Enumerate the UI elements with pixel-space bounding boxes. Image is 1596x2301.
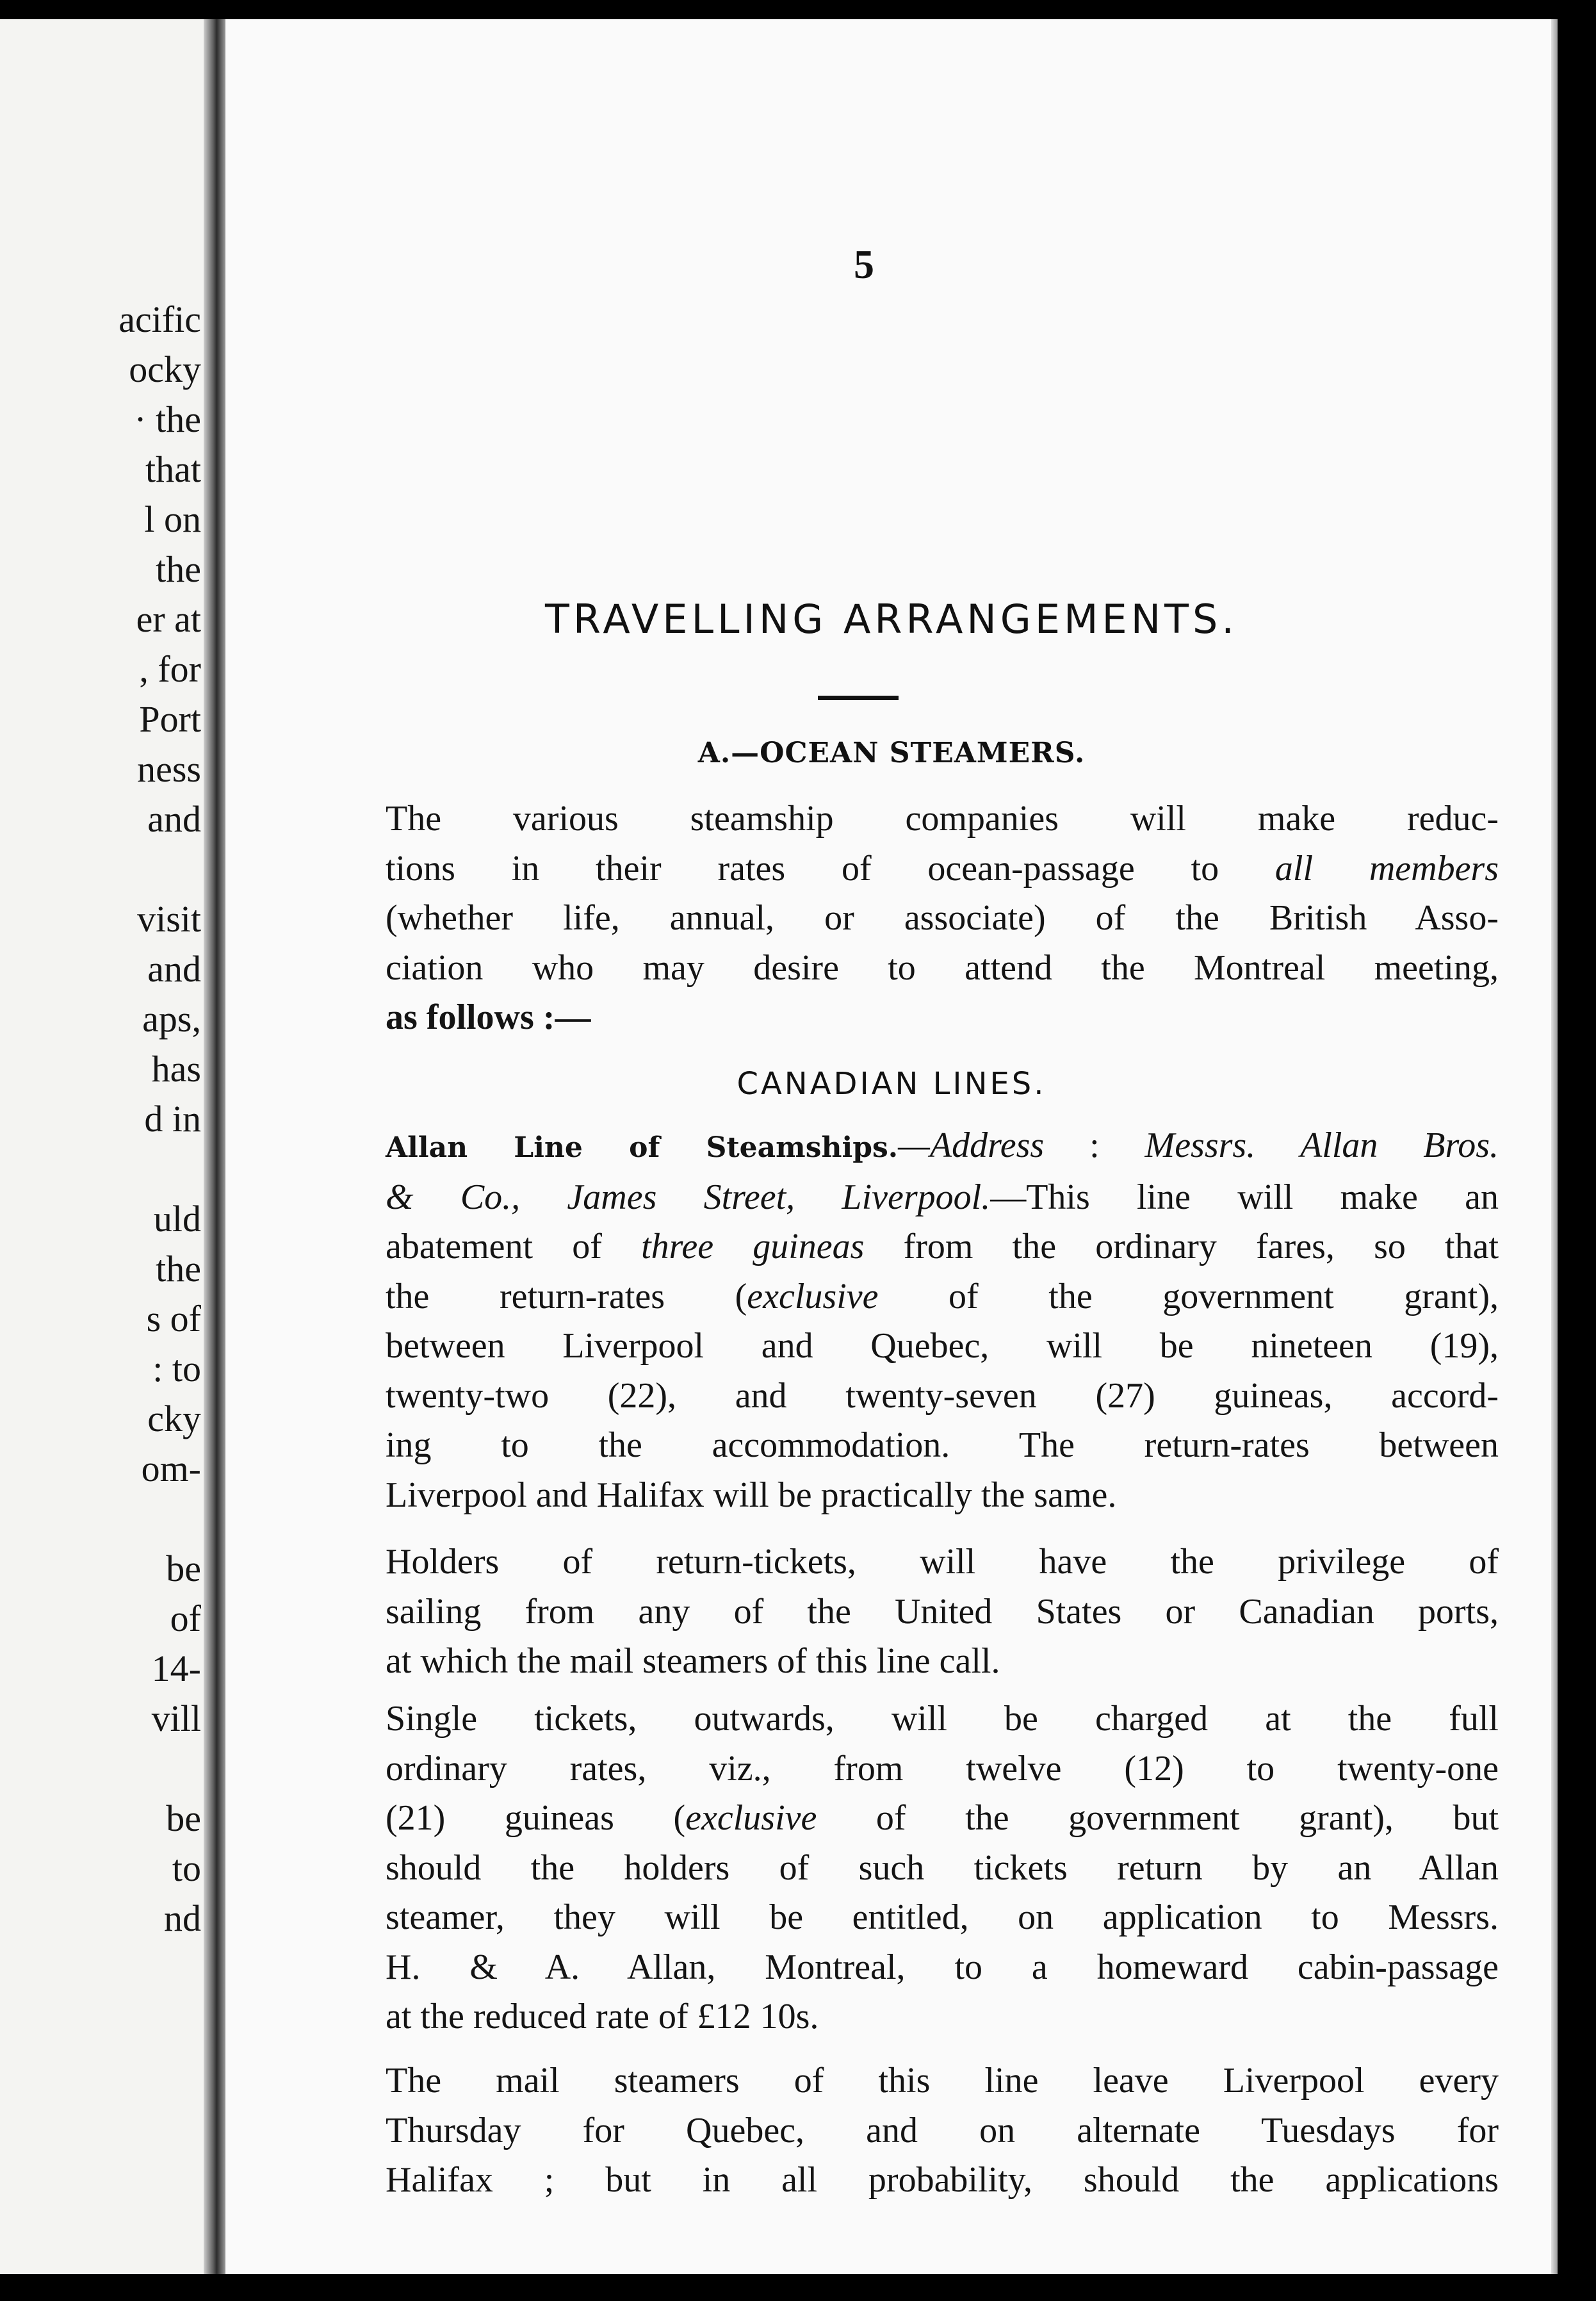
single-l3-b: of the government grant), but	[817, 1798, 1499, 1838]
left-page-line: and	[147, 948, 201, 990]
left-page-line: of	[170, 1598, 201, 1639]
single-line-2: ordinary rates, viz., from twelve (12) to twenty-one	[386, 1748, 1499, 1789]
left-page-line: be	[166, 1797, 201, 1839]
holders-paragraph	[346, 1537, 1499, 1687]
left-page-line: 14-	[151, 1648, 201, 1689]
allan-line-6: twenty-two (22), and twenty-seven (27) guineas, accord-	[386, 1375, 1499, 1416]
mail-line-1: The mail steamers of this line leave Liverpool every	[386, 2061, 1499, 2100]
intro-text-2: tions in their rates of ocean-passage to	[386, 848, 1275, 888]
left-page-line: has	[151, 1048, 201, 1090]
right-page	[225, 19, 1558, 2274]
allan-paragraph	[346, 1121, 1499, 1520]
left-page-line: acific	[118, 299, 201, 340]
intro-italic-members: all members	[1274, 848, 1499, 888]
left-page-line: · the	[134, 398, 201, 440]
allan-address-2: & Co., James Street, Liverpool.	[386, 1177, 991, 1217]
holders-line-1: Holders of return-tickets, will have the privilege of	[386, 1542, 1499, 1582]
section-heading-ocean-steamers: A.—OCEAN STEAMERS.	[697, 737, 1086, 769]
allan-s2-end: from the ordinary fares, so that	[864, 1227, 1499, 1266]
allan-line-3	[346, 1222, 1499, 1272]
allan-s3-end: of the government grant),	[878, 1276, 1499, 1316]
page-title: TRAVELLING ARRANGEMENTS.	[544, 596, 1239, 643]
single-line-4: should the holders of such tickets return by an Allan	[386, 1847, 1499, 1888]
left-page-line: aps,	[142, 998, 201, 1040]
intro-line-3: (whether life, annual, or associate) of the British Asso-	[386, 898, 1499, 938]
mail-line-3: Halifax ; but in all probability, should the applications	[386, 2160, 1499, 2200]
single-tickets-paragraph	[346, 1694, 1499, 2042]
left-page-line: ness	[137, 748, 201, 790]
left-page-line: s of	[146, 1298, 201, 1339]
left-page-line: Port	[139, 698, 201, 740]
allan-line-5: between Liverpool and Quebec, will be nineteen (19),	[386, 1326, 1499, 1366]
section-heading-canadian-lines: CANADIAN LINES.	[737, 1066, 1046, 1102]
left-page-line: uld	[153, 1198, 201, 1240]
holders-line-2: sailing from any of the United States or Canadian ports,	[386, 1591, 1499, 1632]
left-page-line: d in	[144, 1098, 201, 1140]
left-page-line: be	[166, 1548, 201, 1589]
intro-line-2	[346, 844, 1499, 894]
allan-line-2	[346, 1173, 1499, 1223]
left-page-line: the	[156, 548, 201, 590]
single-line-7: at the reduced rate of £12 10s.	[386, 1997, 819, 2036]
allan-s3-italic: exclusive	[747, 1276, 879, 1316]
mail-steamers-paragraph	[346, 2056, 1499, 2206]
single-line-6: H. & A. Allan, Montreal, to a homeward cabin-passage	[386, 1947, 1499, 1987]
single-line-1: Single tickets, outwards, will be charged at the full	[386, 1699, 1499, 1739]
allan-s2: abatement of	[386, 1227, 642, 1266]
single-line-5: steamer, they will be entitled, on application to Messrs.	[386, 1897, 1499, 1937]
left-page-line: cky	[147, 1398, 201, 1439]
allan-address-label: —Address	[898, 1126, 1045, 1165]
single-l3-a: (21) guineas (	[386, 1798, 686, 1838]
holders-line-3: at which the mail steamers of this line call.	[386, 1641, 1000, 1681]
single-line-3	[346, 1794, 1499, 1844]
left-page-line: to	[172, 1847, 201, 1889]
left-page-line: , for	[139, 648, 201, 690]
left-page-line: l on	[144, 498, 201, 540]
title-rule	[818, 696, 899, 700]
left-page-line: vill	[151, 1698, 201, 1739]
left-page-fragment	[0, 19, 204, 2274]
book-gutter	[204, 19, 225, 2274]
left-page-line: the	[156, 1248, 201, 1290]
allan-address-1: Messrs. Allan Bros.	[1144, 1126, 1499, 1165]
left-page-line: visit	[137, 898, 201, 940]
allan-s2-italic: three guineas	[641, 1227, 865, 1266]
allan-colon: :	[1044, 1126, 1145, 1165]
left-page-line: ocky	[129, 348, 201, 390]
left-page-line: er at	[136, 598, 201, 640]
mail-line-2: Thursday for Quebec, and on alternate Tuesdays for	[386, 2110, 1499, 2150]
left-page-line: : to	[152, 1348, 201, 1389]
allan-company: Allan Line of Steamships.	[386, 1131, 899, 1164]
intro-line-5: as follows :—	[386, 997, 591, 1037]
intro-line-1: The various steamship companies will make reduc-	[386, 799, 1499, 839]
intro-line-4: ciation who may desire to attend the Montreal meeting,	[386, 947, 1499, 988]
left-page-line: and	[147, 798, 201, 840]
allan-s1: —This line will make an	[990, 1177, 1499, 1217]
left-page-line: that	[145, 448, 201, 490]
allan-line-4	[346, 1272, 1499, 1322]
single-l3-italic: exclusive	[685, 1798, 817, 1838]
left-page-line: nd	[164, 1897, 201, 1939]
allan-line-8: Liverpool and Halifax will be practically the same.	[386, 1475, 1117, 1515]
allan-line-7: ing to the accommodation. The return-rates between	[386, 1425, 1499, 1465]
page-number: 5	[854, 242, 874, 287]
allan-line-1	[346, 1121, 1499, 1173]
allan-s3: the return-rates (	[386, 1276, 747, 1316]
intro-paragraph	[346, 794, 1499, 1043]
left-page-line: om-	[141, 1448, 201, 1489]
